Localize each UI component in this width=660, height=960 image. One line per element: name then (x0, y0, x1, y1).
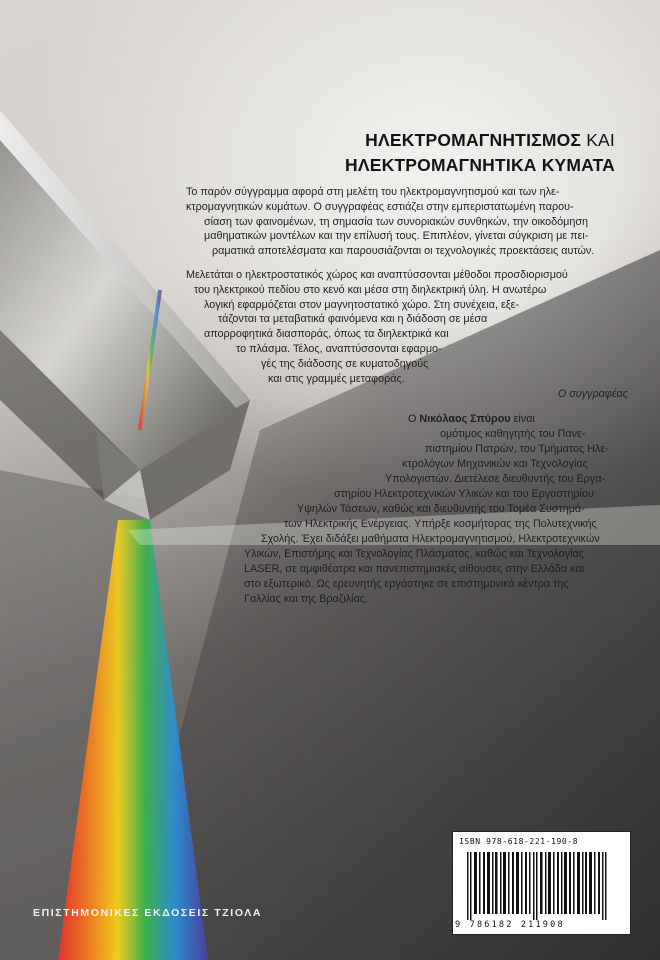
content-paragraph (186, 268, 626, 386)
title-line1-light: ΚΑΙ (586, 130, 615, 150)
content-line: γές της διάδοσης σε κυματοδηγούς (261, 357, 429, 370)
bio-line: Σχολής. Έχει διδάξει μαθήματα Ηλεκτρομαγνητισμού, Ηλεκτροτεχνικών (261, 533, 600, 545)
bio-suffix: είναι (510, 413, 535, 425)
intro-line: ραματικά αποτελέσματα και παρουσιάζονται οι τεχνολογικές προεκτάσεις αυτών. (212, 245, 595, 258)
content-line: και στις γραμμές μεταφοράς. (268, 372, 405, 385)
author-name: Νικόλαος Σπύρου (419, 413, 511, 425)
ean-digits: 9 786182 211908 (455, 920, 565, 930)
content-line: λογική εφαρμόζεται στον μαγνητοστατικό χώρο. Στη συνέχεια, εξε- (204, 298, 520, 311)
barcode (452, 831, 631, 935)
content-line: το πλάσμα. Τέλος, αναπτύσσονται εφαρμο- (236, 342, 442, 355)
title-line-2: ΗΛΕΚΤΡΟΜΑΓΝΗΤΙΚΑ ΚΥΜΑΤΑ (345, 155, 615, 175)
bio-line: στηρίου Ηλεκτροτεχνικών Υλικών και του Εργαστηρίου (334, 488, 594, 500)
isbn-number: ISBN 978-618-221-190-8 (459, 837, 579, 846)
title-line1-bold: ΗΛΕΚΤΡΟΜΑΓΝΗΤΙΣΜΟΣ (365, 130, 582, 150)
intro-line: μαθηματικών μοντέλων και την επίλυσή τους. Επιπλέον, γίνεται σύγκριση με πει- (204, 230, 589, 243)
bio-line: Γαλλίας και της Βραζιλίας. (244, 593, 369, 605)
intro-paragraph (186, 185, 626, 259)
author-bio (318, 412, 623, 427)
title-line-1 (345, 128, 615, 153)
intro-line: σίαση των φαινομένων, τη σημασία των συνοριακών συνθηκών, την οικοδόμηση (204, 215, 589, 228)
bio-line: πιστημίου Πατρών, του Τμήματος Ηλε- (425, 443, 609, 455)
content-line: απορροφητικά διασποράς, όπως τα διηλεκτρικά και (204, 328, 449, 341)
bio-line: στο εξωτερικό. Ως ερευνητής εργάστηκε σε επιστημονικά κέντρα της (244, 578, 569, 590)
content-line: Μελετάται ο ηλεκτροστατικός χώρος και αναπτύσσονται μέθοδοι προσδιορισμού (186, 269, 568, 281)
bio-line: Υψηλών Τάσεων, καθώς και διευθυντής του Τομέα Συστημά- (297, 503, 585, 515)
bio-line: των Ηλεκτρικής Ενέργειας. Υπήρξε κοσμήτορας της Πολυτεχνικής (284, 518, 597, 530)
bio-prefix: Ο (408, 413, 420, 425)
content-line: τάζονται τα μεταβατικά φαινόμενα και η διάδοση σε μέσα (218, 313, 488, 326)
bio-line: Υπολογιστών. Διετέλεσε διευθυντής του Εργα- (385, 473, 606, 485)
barcode-bars (467, 852, 617, 920)
intro-line: Το παρόν σύγγραμμα αφορά στη μελέτη του ηλεκτρομαγνητισμού και των ηλε- (186, 186, 560, 198)
author-signature: Ο συγγραφέας (557, 388, 628, 400)
book-title (345, 128, 615, 178)
intro-line: κτρομαγνητικών κυμάτων. Ο συγγραφέας εστιάζει στην εμπεριστατωμένη παρου- (186, 200, 574, 213)
bio-line: Υλικών, Επιστήμης και Τεχνολογίας Πλάσματος, καθώς και Τεχνολογίας (244, 548, 584, 560)
bio-line: κτρολόγων Μηχανικών και Τεχνολογίας (402, 458, 588, 470)
bio-line: ομότιμος καθηγητής του Πανε- (440, 428, 586, 440)
content-line: του ηλεκτρικού πεδίου στο κενό και μέσα στη διηλεκτρική ύλη. Η ανωτέρω (194, 283, 547, 296)
publisher-name: ΕΠΙΣΤΗΜΟΝΙΚΕΣ ΕΚΔΟΣΕΙΣ ΤΖΙΟΛΑ (33, 907, 263, 919)
bio-line: LASER, σε αμφιθέατρα και πανεπιστημιακές αίθουσες στην Ελλάδα και (244, 563, 584, 575)
bio-first-line (318, 412, 623, 427)
